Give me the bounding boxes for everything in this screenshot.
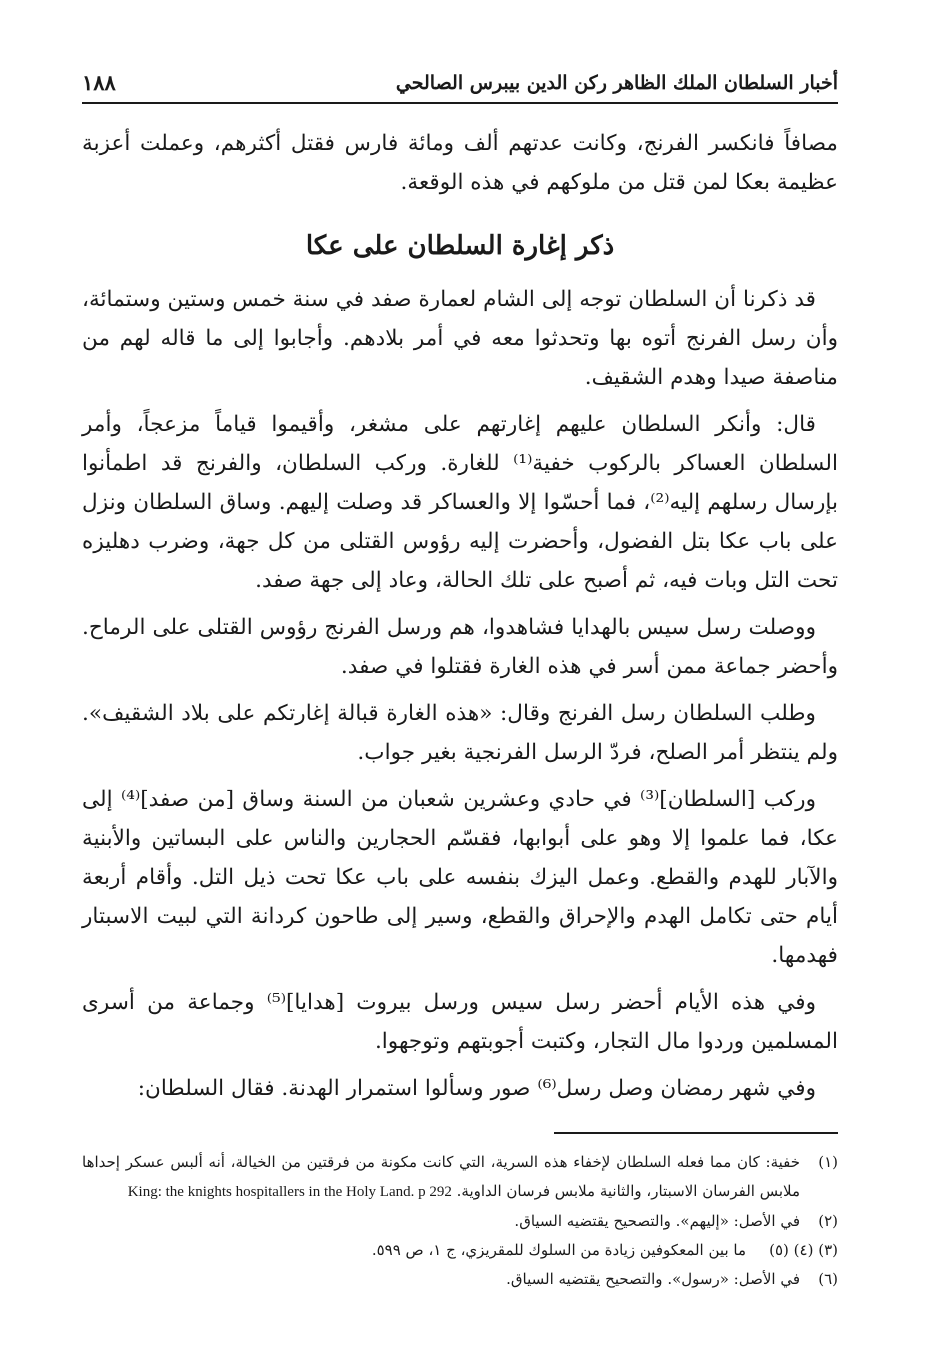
footnote-latin-citation: King: the knights hospitallers in the Holy Land. p 292 (127, 1184, 452, 1200)
footnote (82, 1236, 838, 1265)
footnote-separator (554, 1132, 838, 1134)
footnote (82, 1148, 838, 1207)
paragraph: ووصلت رسل سيس بالهدايا فشاهدوا، هم ورسل الفرنج رؤوس القتلى على الرماح. وأحضر جماعة ممن أسر في هذه الغارة فقتلوا في صفد. (82, 615, 838, 679)
footnote (82, 1207, 838, 1236)
footnote-number: (٦) (818, 1270, 838, 1288)
paragraph: وفي شهر رمضان وصل رسل⁽⁶⁾ صور وسألوا استمرار الهدنة. فقال السلطان: (137, 1076, 816, 1101)
body-text (82, 124, 838, 1108)
section-heading: ذكر إغارة السلطان على عكا (305, 231, 615, 261)
paragraph: قال: وأنكر السلطان عليهم إغارتهم على مشغر، وأقيموا قياماً مزعجاً، وأمر السلطان العساكر بالركوب خفية⁽¹⁾ للغارة. وركب السلطان، والفرنج قد اطمأنوا بإرسال رسلهم إليه⁽²⁾، فما أحسّوا إلا والعساكر قد وصلت إليهم. وساق السلطان ونزل على باب عكا بتل الفضول، وأحضرت إليه رؤوس القتلى من كل جهة، وضرب دهليزه تحت التل وبات فيه، ثم أصبح على تلك الحالة، وعاد إلى جهة صفد. (82, 412, 838, 593)
footnote-text: ما بين المعكوفين زيادة من السلوك للمقريزي، ج ١، ص ٥٩٩. (371, 1241, 746, 1259)
footnote-arabic: خفية: كان مما فعله السلطان لإخفاء هذه السرية، التي كانت مكونة من فرقتين من الخيالة، أنه ألبس عسكر إحداها ملابس الفرسان الاسبتار، والثانية ملابس فرسان الداوية. (82, 1153, 800, 1200)
book-page (82, 62, 838, 1294)
footnotes (82, 1148, 838, 1294)
paragraph: قد ذكرنا أن السلطان توجه إلى الشام لعمارة صفد في سنة خمس وستين وستمائة، وأن رسل الفرنج أتوه بها وتحدثوا معه في أمر بلادهم. وأجابوا إلى ما قاله لهم من مناصفة صيدا وهدم الشقيف. (82, 287, 838, 390)
running-header (82, 62, 838, 104)
footnote-text: في الأصل: «رسول». والتصحيح يقتضيه السياق. (506, 1270, 800, 1288)
page-number: ١٨٨ (82, 70, 116, 95)
running-title: أخبار السلطان الملك الظاهر ركن الدين بيبرس الصالحي (395, 72, 838, 94)
footnote-number: (٢) (818, 1212, 838, 1230)
footnote-number: (١) (818, 1153, 838, 1171)
footnote-text (82, 1148, 800, 1207)
footnote-number: (٣) (٤) (٥) (769, 1241, 838, 1259)
paragraph: وطلب السلطان رسل الفرنج وقال: «هذه الغارة قبالة إغارتكم على بلاد الشقيف». ولم ينتظر أمر الصلح، فردّ الرسل الفرنجية بغير جواب. (82, 701, 838, 765)
paragraph: مصافاً فانكسر الفرنج، وكانت عدتهم ألف ومائة فارس فقتل أكثرهم، وعملت أعزبة عظيمة بعكا لمن قتل من ملوكهم في هذه الوقعة. (82, 131, 838, 195)
paragraph: وفي هذه الأيام أحضر رسل سيس ورسل بيروت [هدايا]⁽⁵⁾ وجماعة من أسرى المسلمين وردوا مال التجار، وكتبت أجوبتهم وتوجهوا. (82, 990, 838, 1054)
footnote (82, 1265, 838, 1294)
footnote-text: في الأصل: «إليهم». والتصحيح يقتضيه السياق. (514, 1212, 800, 1230)
paragraph: وركب [السلطان]⁽³⁾ في حادي وعشرين شعبان من السنة وساق [من صفد]⁽⁴⁾ إلى عكا، فما علموا إلا وهو على أبوابها، فقسّم الحجارين والناس على البساتين والأبنية والآبار للهدم والقطع. وعمل اليزك بنفسه على باب عكا تحت ذيل التل. وأقام أربعة أيام حتى تكامل الهدم والإحراق والقطع، وسير إلى طاحون كردانة التي لبيت الاسبتار فهدمها. (82, 787, 838, 968)
